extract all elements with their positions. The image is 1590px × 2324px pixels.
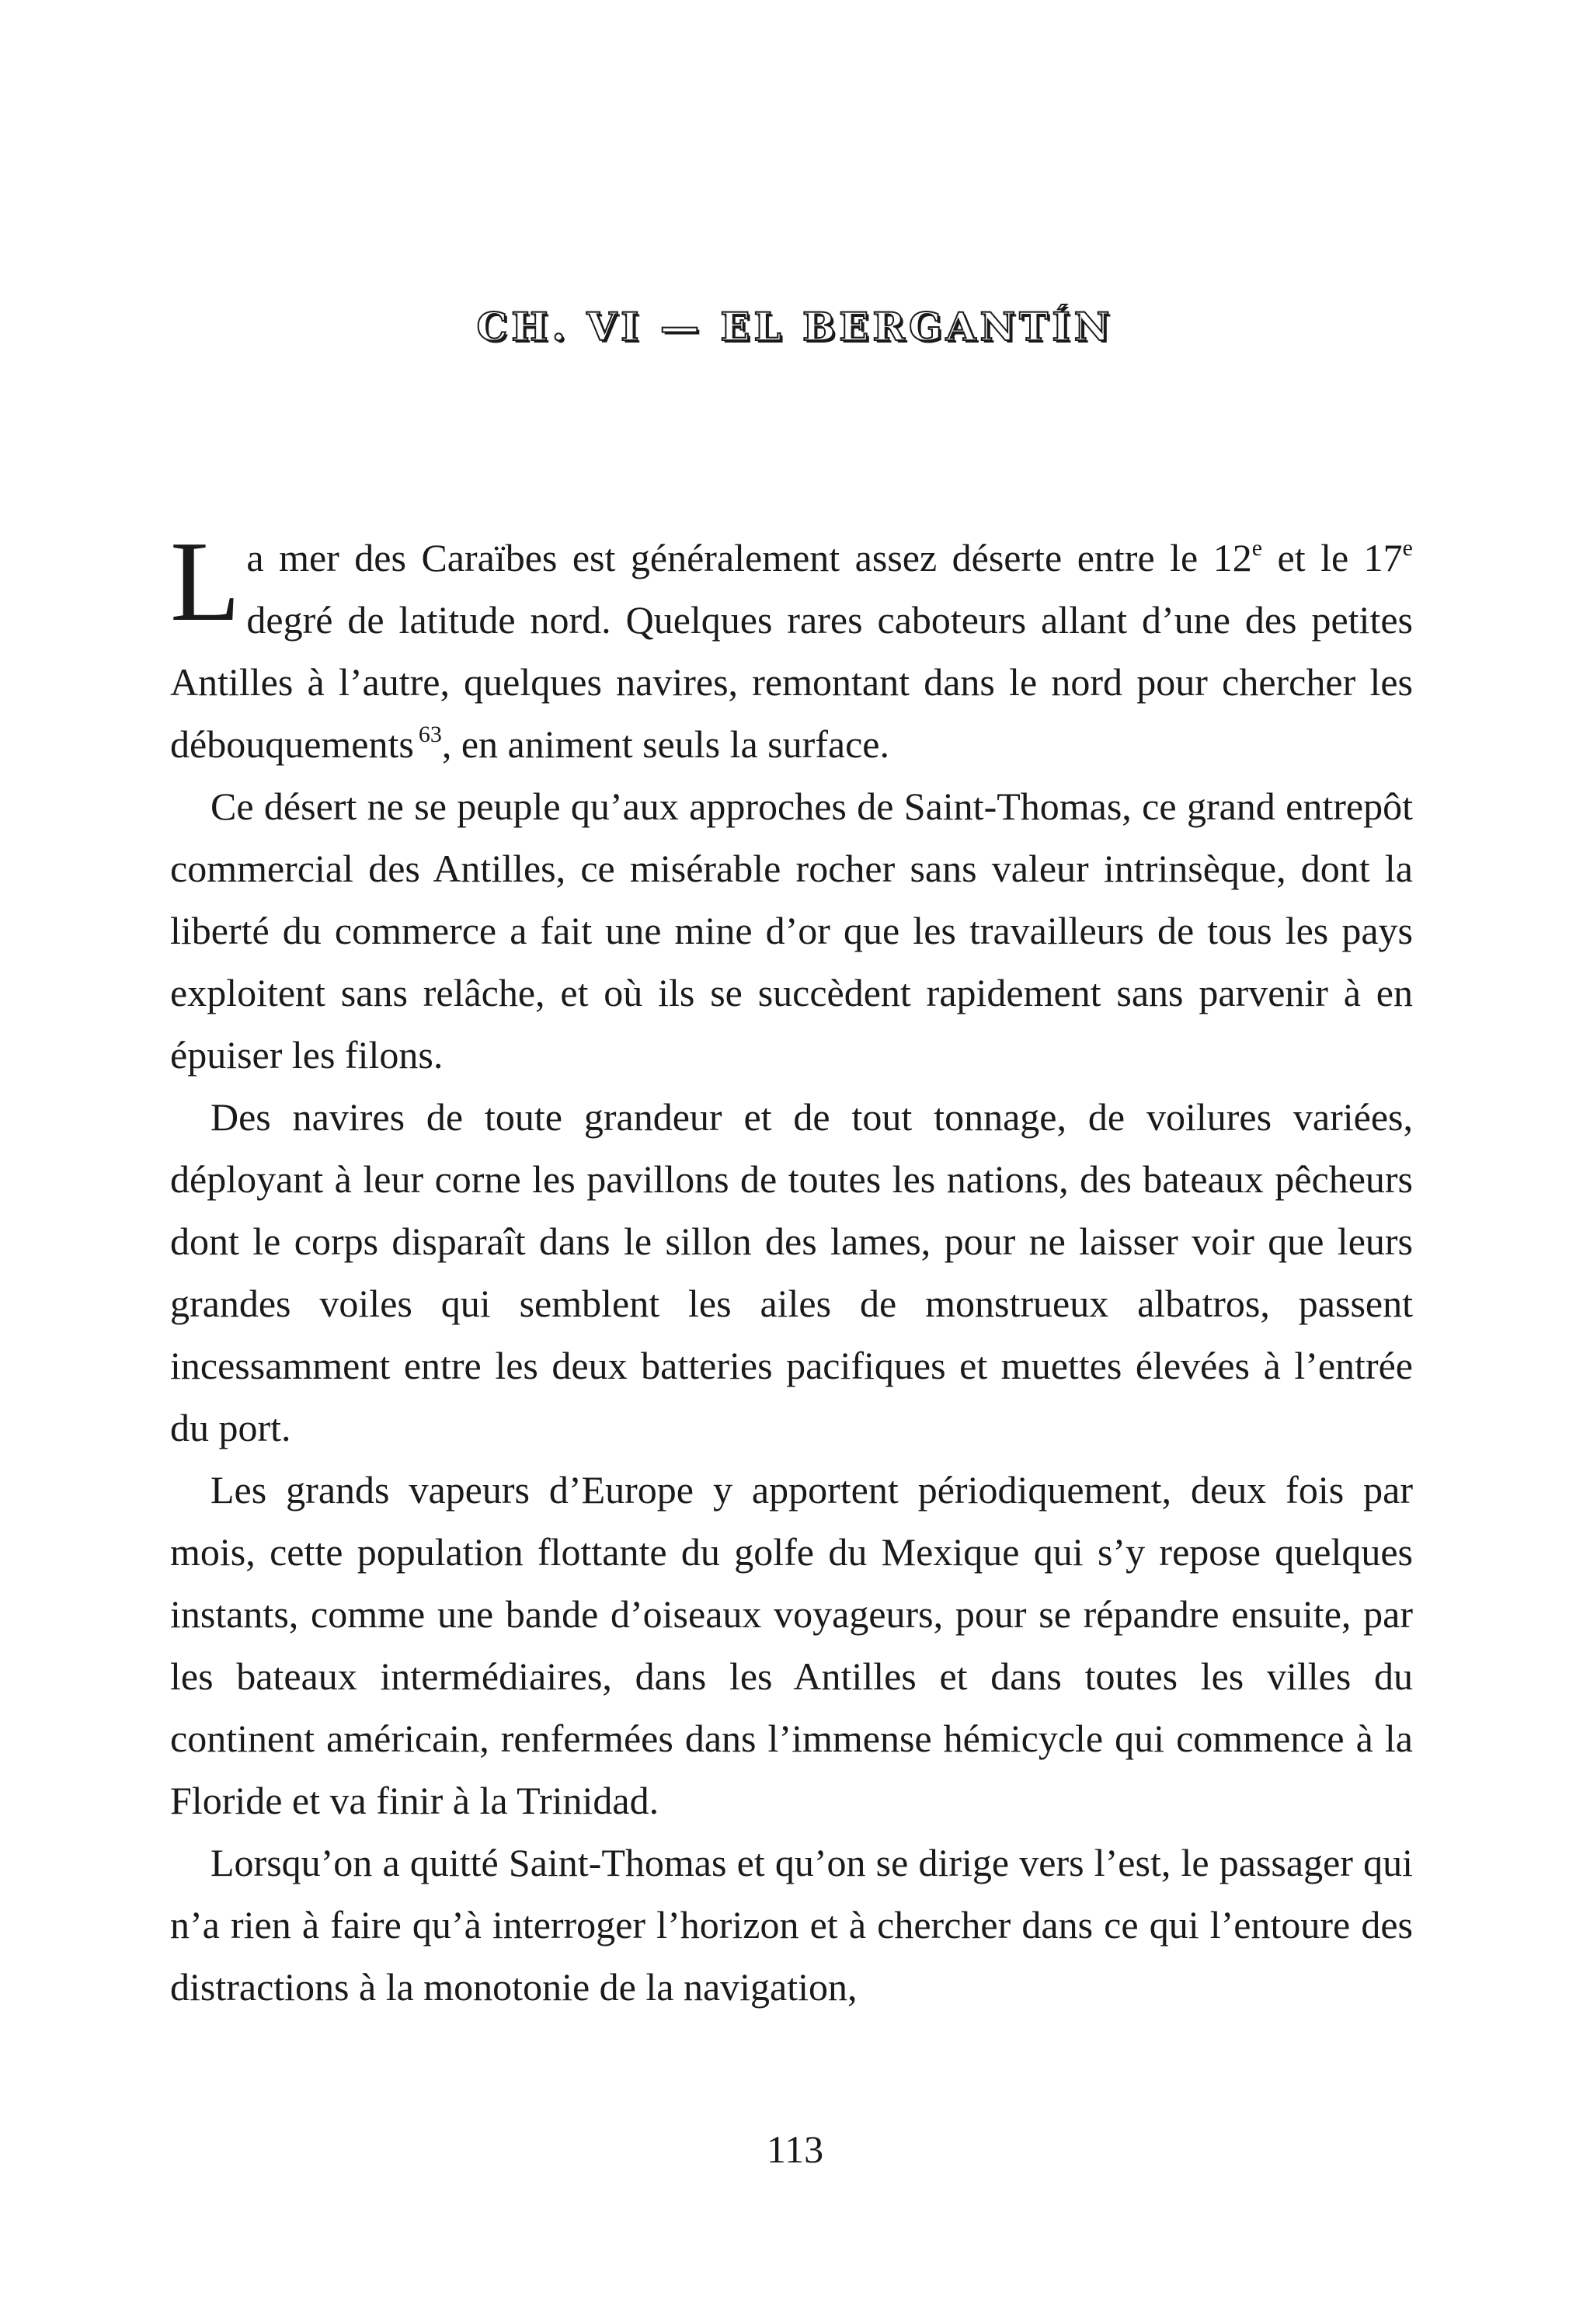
page-number: 113	[766, 2127, 824, 2171]
drop-cap: L	[170, 518, 241, 645]
ordinal-superscript: e	[1402, 535, 1413, 561]
ordinal-superscript: e	[1251, 535, 1263, 561]
footnote-reference[interactable]: 63	[418, 722, 442, 747]
paragraph-3: Des navires de toute grandeur et de tout tonnage, de voilures variées, déployant à leur corne les pavillons de toutes les nations, des bateaux pêcheurs dont le corps disparaît dans le sillon des lames, pour ne laisser voir que leurs grandes voiles qui semblent les ailes de monstrueux albatros, passent incessamment entre les deux batteries pacifiques et muettes élevées à l’entrée du port.	[170, 1095, 1413, 1449]
paragraph-4: Les grands vapeurs d’Europe y apportent périodiquement, deux fois par mois, cette population flottante du golfe du Mexique qui s’y repose quelques instants, comme une bande d’oiseaux voyageurs, pour se répandre ensuite, par les bateaux intermédiaires, dans les Antilles et dans toutes les villes du continent américain, renfermées dans l’immense hémicycle qui commence à la Floride et va finir à la Trinidad.	[170, 1468, 1413, 1822]
paragraph-1-text-c: degré de latitude nord. Quelques rares caboteurs allant d’une des petites Antilles à l’autre, quelques navires, remontant dans le nord pour chercher les débouquements	[170, 598, 1413, 766]
paragraph-1-text-a: a mer des Caraïbes est généralement assez déserte entre le 12	[246, 536, 1252, 579]
paragraph-1	[170, 518, 1413, 775]
paragraph-5: Lorsqu’on a quitté Saint-Thomas et qu’on se dirige vers l’est, le passager qui n’a rien à faire qu’à interroger l’horizon et à chercher dans ce qui l’entoure des distractions à la monotonie de la navigation,	[170, 1841, 1413, 2009]
paragraph-1-text-b: et le 17	[1262, 536, 1403, 579]
paragraph-1-text-d: , en animent seuls la surface.	[441, 722, 889, 766]
paragraph-2: Ce désert ne se peuple qu’aux approches de Saint-Thomas, ce grand entrepôt commercial des Antilles, ce misérable rocher sans valeur intrinsèque, dont la liberté du commerce a fait une mine d’or que les travailleurs de tous les pays exploitent sans relâche, et où ils se succèdent rapidement sans parvenir à en épuiser les filons.	[170, 785, 1413, 1077]
chapter-body	[170, 518, 1413, 2018]
chapter-title: CH. VI — EL BERGANTÍN	[476, 303, 1114, 350]
